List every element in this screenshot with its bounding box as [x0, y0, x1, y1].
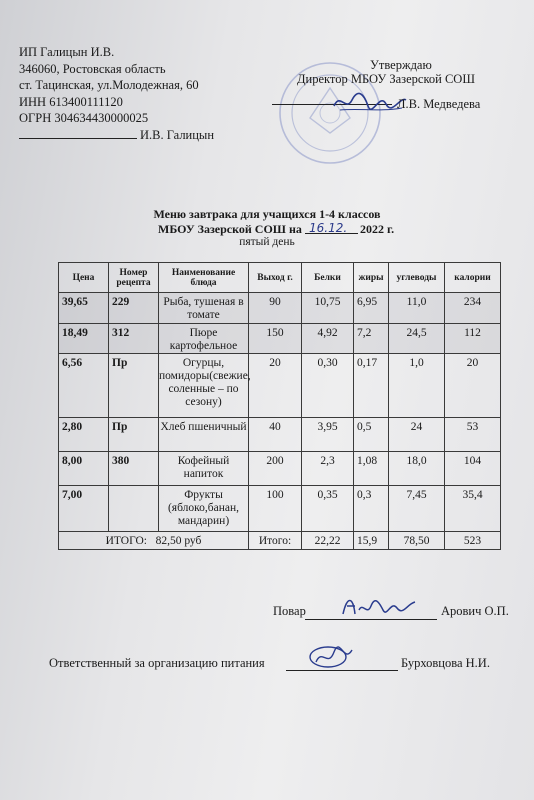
cell-dish: Кофейный напиток	[159, 452, 249, 486]
cell-dish: Хлеб пшеничный	[159, 418, 249, 452]
cook-name: Арович О.П.	[441, 604, 509, 618]
cell-yield: 20	[249, 354, 302, 418]
total-carbs: 78,50	[389, 532, 445, 550]
cell-yield: 100	[249, 486, 302, 532]
cell-carbs: 24,5	[389, 324, 445, 354]
cell-dish: Огурцы, помидоры(свежие, соленные – по сезону)	[159, 354, 249, 418]
total-protein: 22,22	[302, 532, 354, 550]
cell-protein: 4,92	[302, 324, 354, 354]
cell-fat: 1,08	[354, 452, 389, 486]
cell-recipe: Пр	[109, 354, 159, 418]
table-row	[59, 354, 501, 418]
cell-yield: 150	[249, 324, 302, 354]
cell-price: 39,65	[59, 293, 109, 324]
table-row	[59, 452, 501, 486]
cell-fat: 0,5	[354, 418, 389, 452]
cell-dish: Фрукты (яблоко,банан, мандарин)	[159, 486, 249, 532]
cell-kcal: 112	[445, 324, 501, 354]
header-fat: жиры	[354, 263, 389, 293]
cell-price: 2,80	[59, 418, 109, 452]
director-name: Л.В. Медведева	[397, 97, 481, 111]
table-total-row	[59, 532, 501, 550]
supplier-inn: ИНН 613400111120	[19, 94, 123, 109]
supplier-address-1: 346060, Ростовская область	[19, 61, 166, 76]
cell-dish: Пюре картофельное	[159, 324, 249, 354]
supplier-ogrn: ОГРН 304634430000025	[19, 111, 149, 125]
header-price: Цена	[59, 263, 109, 293]
cell-fat: 0,17	[354, 354, 389, 418]
cell-price: 7,00	[59, 486, 109, 532]
cell-recipe	[109, 486, 159, 532]
cell-kcal: 104	[445, 452, 501, 486]
header-kcal: калории	[445, 263, 501, 293]
menu-day: пятый день	[239, 236, 295, 248]
cell-price: 6,56	[59, 354, 109, 418]
approval-position: Директор МБОУ Зазерской СОШ	[297, 72, 475, 86]
total-label2: Итого:	[249, 532, 302, 550]
cell-fat: 6,95	[354, 293, 389, 324]
total-label-cell	[59, 532, 249, 550]
header-carbs: углеводы	[389, 263, 445, 293]
menu-subtitle-year: 2022 г.	[360, 222, 395, 236]
table-row	[59, 418, 501, 452]
cell-protein: 2,3	[302, 452, 354, 486]
cell-fat: 7,2	[354, 324, 389, 354]
cell-fat: 0,3	[354, 486, 389, 532]
menu-subtitle-prefix: МБОУ Зазерской СОШ на	[158, 222, 302, 236]
supplier-signature-name: И.В. Галицын	[140, 127, 215, 142]
cell-protein: 0,30	[302, 354, 354, 418]
cell-recipe: 229	[109, 293, 159, 324]
table-row	[59, 486, 501, 532]
cell-protein: 0,35	[302, 486, 354, 532]
handwritten-date: 16.12.	[309, 221, 348, 235]
cell-recipe: 312	[109, 324, 159, 354]
cell-price: 18,49	[59, 324, 109, 354]
total-fat: 15,9	[354, 532, 389, 550]
responsible-name: Бурховцова Н.И.	[401, 656, 490, 670]
cell-carbs: 1,0	[389, 354, 445, 418]
cell-protein: 10,75	[302, 293, 354, 324]
cook-label: Повар	[273, 604, 306, 618]
table-row	[59, 293, 501, 324]
cell-kcal: 20	[445, 354, 501, 418]
total-sum: 82,50 руб	[155, 535, 202, 547]
cell-carbs: 11,0	[389, 293, 445, 324]
cell-price: 8,00	[59, 452, 109, 486]
cell-protein: 3,95	[302, 418, 354, 452]
cell-recipe: Пр	[109, 418, 159, 452]
total-kcal: 523	[445, 532, 501, 550]
cell-kcal: 234	[445, 293, 501, 324]
supplier-signature-line	[19, 127, 214, 144]
cook-signature	[339, 592, 419, 620]
cell-carbs: 24	[389, 418, 445, 452]
responsible-label: Ответственный за организацию питания	[49, 656, 265, 670]
responsible-signature	[306, 642, 356, 672]
header-dish: Наименование блюда	[159, 263, 249, 293]
header-protein: Белки	[302, 263, 354, 293]
approval-label: Утверждаю	[370, 58, 432, 72]
cell-dish: Рыба, тушеная в томате	[159, 293, 249, 324]
menu-title: Меню завтрака для учащихся 1-4 классов	[153, 207, 381, 221]
supplier-name: ИП Галицын И.В.	[19, 45, 115, 59]
supplier-address-2: ст. Тацинская, ул.Молодежная, 60	[19, 78, 199, 92]
cell-recipe: 380	[109, 452, 159, 486]
cell-kcal: 53	[445, 418, 501, 452]
header-recipe: Номер рецепта	[109, 263, 159, 293]
cell-carbs: 7,45	[389, 486, 445, 532]
header-yield: Выход г.	[249, 263, 302, 293]
cell-yield: 40	[249, 418, 302, 452]
table-header-row	[59, 263, 501, 293]
table-row	[59, 324, 501, 354]
cell-yield: 200	[249, 452, 302, 486]
cell-kcal: 35,4	[445, 486, 501, 532]
menu-table	[58, 262, 501, 550]
cell-yield: 90	[249, 293, 302, 324]
cell-carbs: 18,0	[389, 452, 445, 486]
supplier-block	[19, 44, 214, 143]
total-label: ИТОГО:	[105, 535, 147, 547]
